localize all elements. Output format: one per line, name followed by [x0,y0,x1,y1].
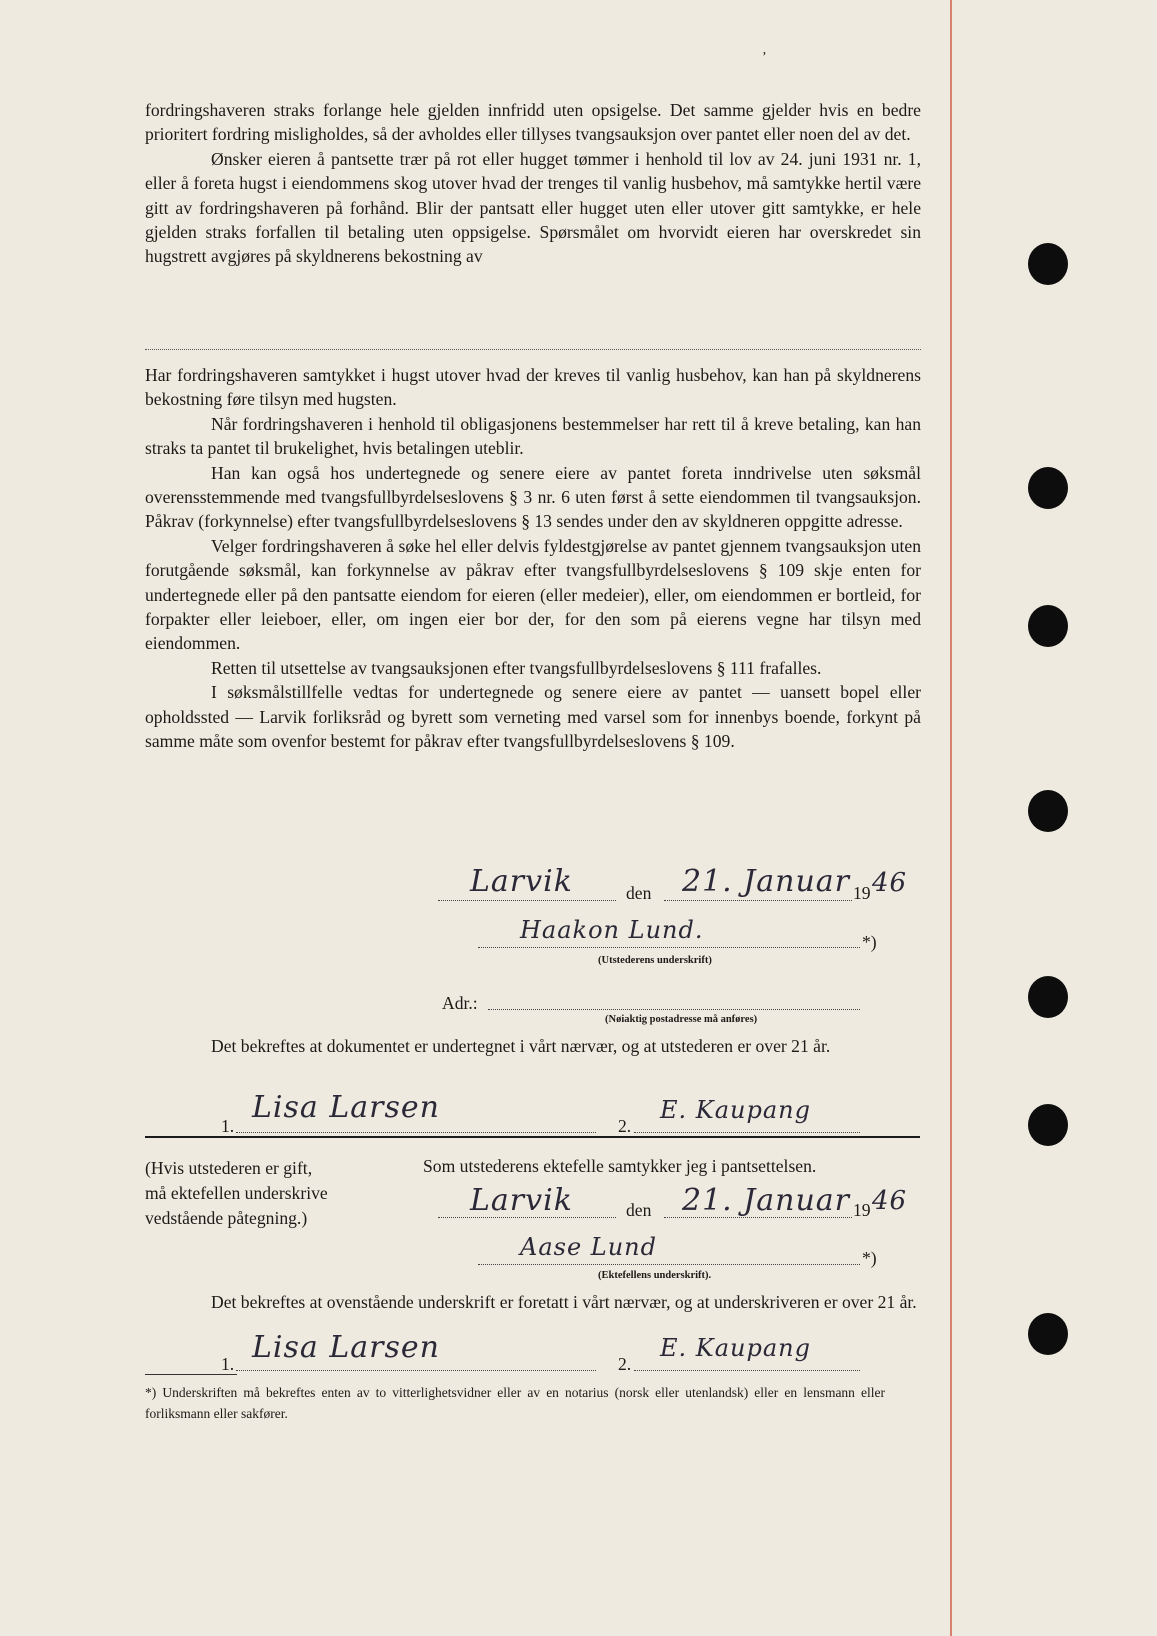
paragraph-brukelighet: Når fordringshaveren i henhold til obligasjonens bestemmelser har rett til å kreve betaling, kan han straks ta pantet til brukelighet, hvis betalingen uteblir. [145,413,921,459]
witness-line-1 [236,1132,596,1133]
paragraph-verneting: I søksmålstillfelle vedtas for undertegnede og senere eiere av pantet — uansett bopel eller opholdssted — Larvik forliksråd og byrett som verneting med varsel som for innenbys boende, forkynt på samme måte som ovenfor bestemt for påkrav efter tvangsfullbyrdelseslovens § 109. [145,682,921,752]
year-prefix: 19 [853,883,871,903]
spouse-handwritten-date: 21. Januar [682,1183,851,1218]
main-paragraphs [145,363,921,754]
punch-hole [1028,243,1068,285]
witness-number-1: 1. [221,1116,235,1136]
den-label: den [626,883,652,903]
handwritten-date: 21. Januar [682,864,851,899]
spouse-year-prefix: 19 [853,1200,871,1220]
witness-number-2: 2. [618,1116,632,1136]
address-label: Adr.: [442,993,478,1013]
witness-confirmation-1: Det bekreftes at dokumentet er undertegnet i vårt nærvær, og at utstederen er over 21 år. [211,1036,831,1056]
punch-hole [1028,976,1068,1018]
spouse-den-label: den [626,1200,652,1220]
punch-hole [1028,1313,1068,1355]
paragraph-tvangsauksjon: Velger fordringshaveren å søke hel eller delvis fyldestgjørelse av pantet gjennem tvangsauksjon uten forutgående søksmål, kan forkynnelse av påkrav efter tvangsfullbyrdelseslovens § 109 skje enten for undertegnede eller på den pantsatte eiendom for eieren (eller medeier), eller, om eiendommen er bortleid, for forpakter eller leieboer, eller, om ingen eier bor der, for den som på eierens vegne har tilsyn med eiendommen. [145,535,921,654]
witness2-number-1: 1. [221,1354,235,1374]
signature-caption: (Utstederens underskrift) [598,955,712,966]
spouse-signature: Aase Lund [520,1233,658,1261]
issuer-signature: Haakon Lund. [520,916,704,944]
witness2-line-2 [634,1370,860,1371]
address-line [488,1009,860,1010]
witness-confirmation-2: Det bekreftes at ovenstående underskrift er foretatt i vårt nærvær, og at underskriveren er over 21 år. [211,1292,917,1312]
punch-hole [1028,605,1068,647]
paragraph-utsettelse: Retten til utsettelse av tvangsauksjonen efter tvangsfullbyrdelseslovens § 111 frafalles. [211,657,822,678]
place-line [438,900,616,901]
date-line [664,900,852,901]
footnote: *) Underskriften må bekreftes enten av to vitterlighetsvidner eller av en notarius (norsk eller utenlandsk) eller en lensmann eller forliksmann eller sakfører. [145,1385,885,1421]
spouse-handwritten-year: 46 [872,1186,908,1216]
handwritten-place: Larvik [470,864,573,899]
spouse-footnote-star: *) [862,1248,877,1268]
spouse-signature-line [478,1264,860,1265]
witness2-signature-1: Lisa Larsen [252,1330,440,1365]
spouse-signature-caption: (Ektefellens underskrift). [598,1270,712,1281]
spouse-handwritten-place: Larvik [470,1183,573,1218]
blank-fill-line [145,349,921,350]
witness-signature-2: E. Kaupang [660,1096,811,1124]
section-divider [145,1136,920,1138]
footnote-star: *) [862,932,877,952]
paragraph-continuation: fordringshaveren straks forlange hele gjelden innfridd uten opsigelse. Det samme gjelder hvis en bedre prioritert fordring misligholdes, så der avholdes eller tillyses tvangsauksjon over pantet eller noen del av det. [145,100,921,145]
spouse-instruction: (Hvis utstederen er gift, må ektefellen underskrive vedstående påtegning.) [145,1158,328,1228]
witness2-line-1 [236,1370,596,1371]
handwritten-year: 46 [872,868,908,898]
paragraph-inndrivelse: Han kan også hos undertegnede og senere eiere av pantet foreta inndrivelse uten søksmål overensstemmende med tvangsfullbyrdelseslovens § 3 nr. 6 uten først å sette eiendommen til tvangsauksjon. Påkrav (forkynnelse) efter tvangsfullbyrdelseslovens § 13 sendes under den av skyldneren oppgitte adresse. [145,462,921,532]
signature-line [478,947,860,948]
punch-hole [1028,790,1068,832]
witness2-number-2: 2. [618,1354,632,1374]
witness-signature-1: Lisa Larsen [252,1090,440,1125]
paragraph-hugst: Ønsker eieren å pantsette trær på rot eller hugget tømmer i henhold til lov av 24. juni 1931 nr. 1, eller å foreta hugst i eiendommens skog utover hvad der trenges til vanlig husbehov, må samtykke hertil være gitt av fordringshaveren på forhånd. Blir der pantsatt eller hugget uten eller utover gitt samtykke, er hele gjelden straks forfallen til betaling uten oppsigelse. Spørsmålet om hvorvidt eieren har overskredet sin hugstrett avgjøres på skyldnerens bekostning av [145,148,921,267]
witness2-signature-2: E. Kaupang [660,1334,811,1362]
punch-hole [1028,467,1068,509]
spouse-consent: Som utstederens ektefelle samtykker jeg i pantsettelsen. [423,1156,817,1176]
address-caption: (Nøiaktig postadresse må anføres) [605,1014,758,1025]
witness-line-2 [634,1132,860,1133]
footnote-rule [145,1374,237,1375]
page-mark: ’ [762,50,767,65]
punch-hole [1028,1104,1068,1146]
red-margin-rule [950,0,952,1636]
paragraph-tilsyn: Har fordringshaveren samtykket i hugst utover hvad der kreves til vanlig husbehov, kan han på skyldnerens bekostning føre tilsyn med hugsten. [145,365,921,410]
top-paragraphs [145,98,921,269]
